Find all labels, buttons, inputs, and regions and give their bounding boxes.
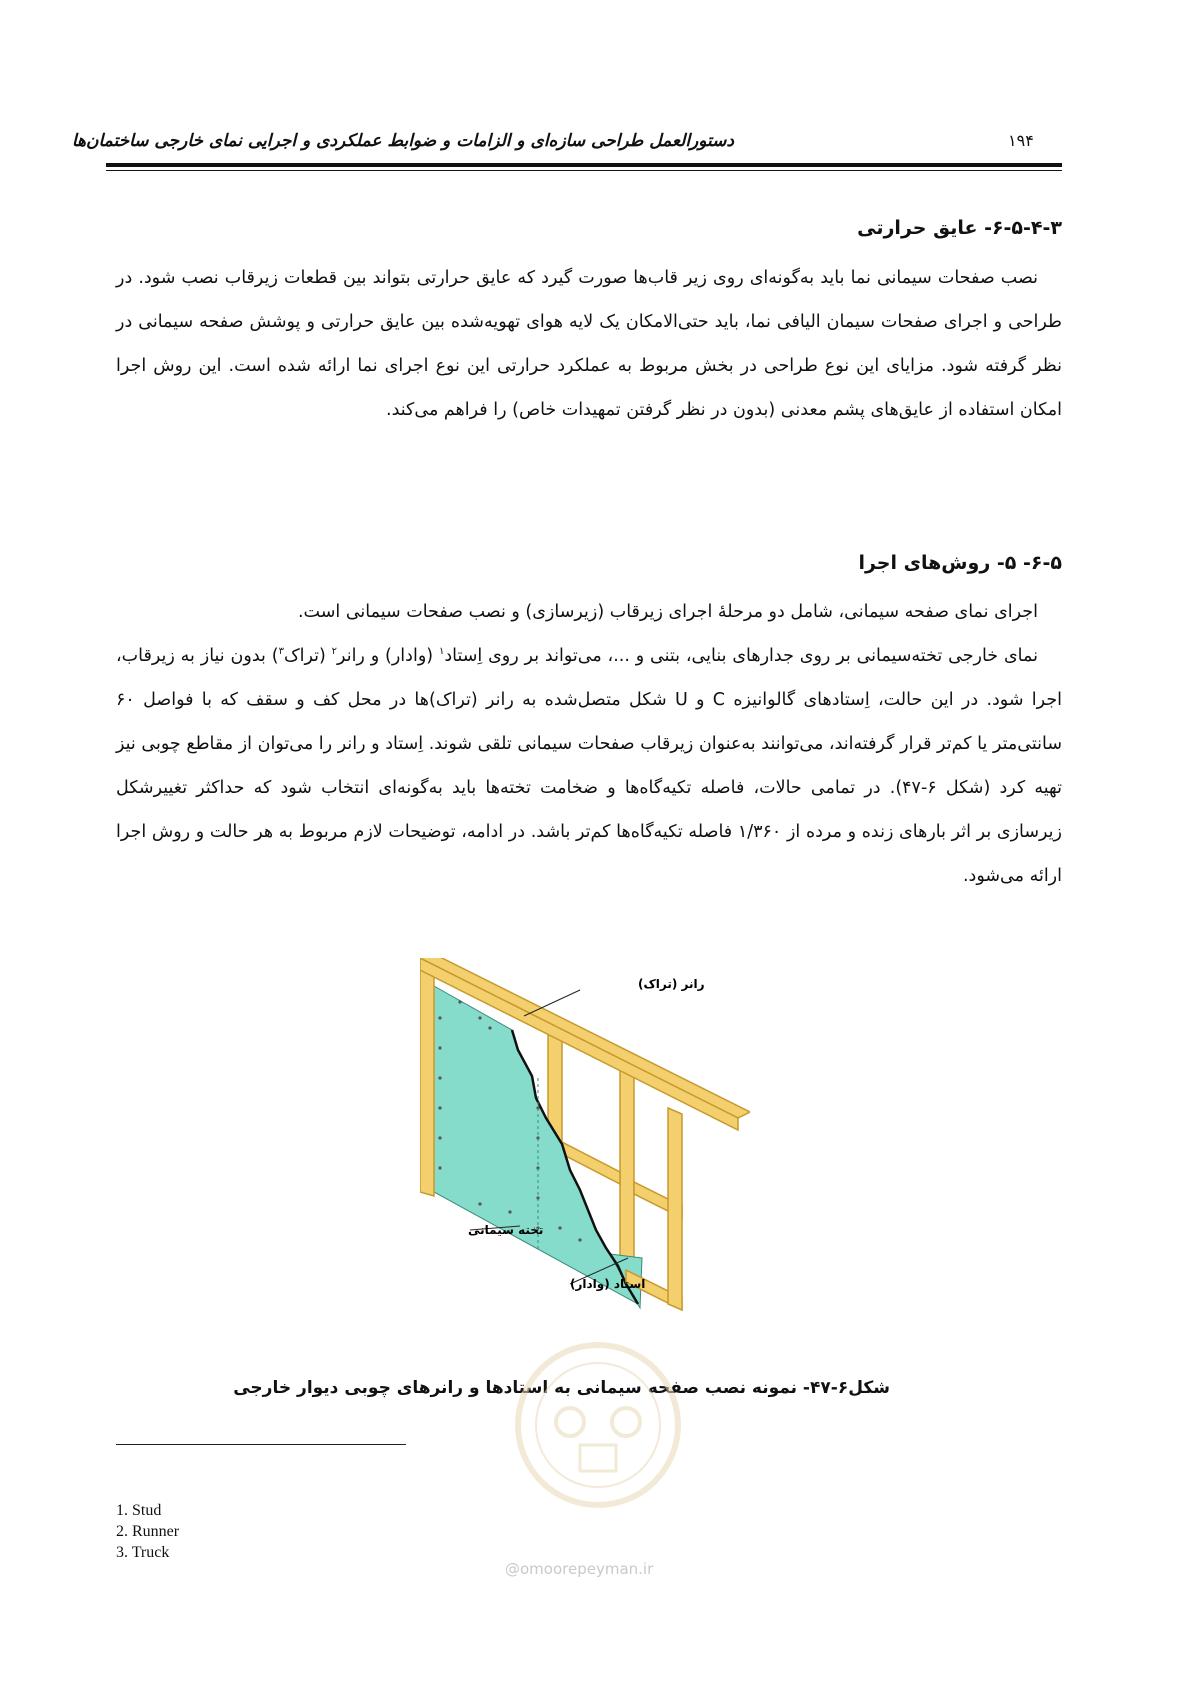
paragraph-text: نصب صفحات سیمانی نما باید به‌گونه‌ای روی زیر قاب‌ها صورت گیرد که عایق حرارتی بتواند بین قطعات زیرقاب نصب شود. در طراحی و اجرای صفحات سیمان الیافی نما، باید حتی‌الامکان یک لایه هوای تهویه‌شده بین عایق حرارتی و پوشش صفحه سیمانی در نظر گرفته شود. مزایای این نوع طراحی در بخش مربوط به عملکرد حرارتی این نوع اجرای نما ارائه شده است. این روش اجرا امکان استفاده از عایق‌های پشم معدنی (بدون در نظر گرفتن تمهیدات خاص) را فراهم می‌کند. (116, 268, 1062, 420)
footnote-2: 2. Runner (116, 1523, 180, 1540)
paragraph-text: اجرای نمای صفحه سیمانی، شامل دو مرحلهٔ اجرای زیرقاب (زیرسازی) و نصب صفحات سیمانی است. (297, 602, 1038, 622)
footnote-1: 1. Stud (116, 1502, 162, 1519)
label-runner: رانر (تراک) (638, 977, 705, 991)
footnote-ref-1[interactable]: ۱ (438, 646, 445, 658)
footnote-separator (116, 1444, 406, 1445)
section-heading-installation-methods: ۶-۵- ۵- روش‌های اجرا (858, 552, 1062, 574)
paragraph-thermal-insulation (116, 256, 1062, 432)
cement-board-panel (434, 986, 638, 1304)
paragraph-text-4: ) بدون نیاز به زیرقاب، اجرا شود. در این حالت، اِستادهای گالوانیزه C و U شکل متصل‌شده به رانر (تراک)ها در محل کف و سقف که با فواصل ۶۰ سانتی‌متر یا کم‌تر قرار گرفته‌اند، می‌توانند به‌عنوان زیرقاب صفحات سیمانی تلقی شوند. اِستاد و رانر را می‌توان از مقاطع چوبی نیز تهیه کرد (شکل ۶-۴۷). در تمامی حالات، فاصله تکیه‌گاه‌ها و ضخامت تخته‌ها باید به‌گونه‌ای انتخاب شود که حداکثر تغییرشکل زیرسازی بر اثر بارهای زنده و مرده از ۱/۳۶۰ فاصله تکیه‌گاه‌ها کم‌تر باشد. در ادامه، توضیحات لازم مربوط به هر حالت و روش اجرا ارائه می‌شود. (116, 646, 1063, 886)
figure-caption: شکل۶-۴۷- نمونه نصب صفحه سیمانی به استادها و رانرهای چوبی دیوار خارجی (233, 1378, 890, 1398)
figure-cement-board-wood-frame (420, 958, 750, 1358)
paragraph-installation-intro (116, 590, 1062, 634)
paragraph-text-3: (تراک (283, 646, 332, 666)
watermark-seal-logo (488, 1330, 708, 1520)
label-stud: استاد (وادار) (570, 1277, 646, 1291)
header-rule-thin (106, 170, 1062, 171)
footnote-ref-2[interactable]: ۲ (331, 646, 338, 658)
footnotes (116, 1500, 179, 1563)
page-number: ۱۹۴ (1008, 131, 1034, 150)
running-header-title: دستورالعمل طراحی سازه‌ای و الزامات و ضوابط عملکردی و اجرایی نمای خارجی ساختمان‌ها (71, 131, 734, 151)
paragraph-stud-runner (116, 634, 1062, 898)
stud-front-right (668, 1108, 682, 1310)
label-board: تخته سیمانی (468, 1223, 544, 1237)
header-rule-thick (106, 163, 1062, 167)
paragraph-text-1: نمای خارجی تخته‌سیمانی بر روی جدارهای بنایی، بتنی و ...، می‌تواند بر روی اِستاد (444, 646, 1038, 666)
watermark-url: @omoorepeyman.ir (505, 1560, 654, 1578)
section-heading-thermal-insulation: ۶-۵-۴-۳- عایق حرارتی (857, 217, 1062, 239)
stud-back-2 (620, 1066, 634, 1288)
stud-front-left (420, 968, 434, 1196)
footnote-ref-3[interactable]: ۳ (278, 646, 284, 658)
paragraph-text-2: (وادار) و رانر (337, 646, 439, 666)
footnote-3: 3. Truck (116, 1544, 170, 1561)
